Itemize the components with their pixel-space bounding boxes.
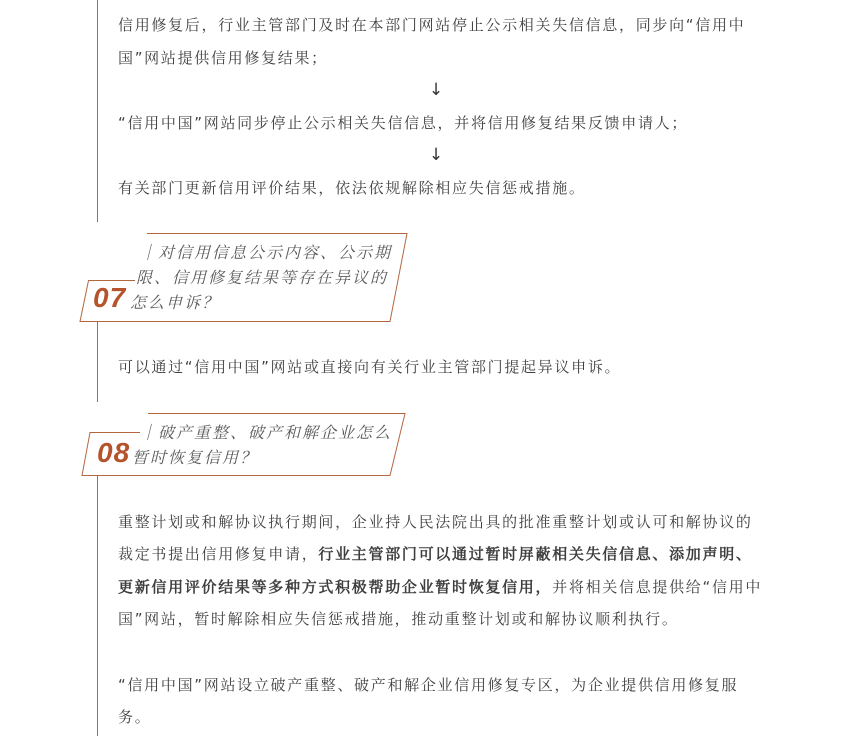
body-text-line: 有关部门更新信用评价结果，依法依规解除相应失信惩戒措施。 xyxy=(118,178,586,197)
question-title-line: 暂时恢复信用？ xyxy=(132,447,259,467)
question-number: 08 xyxy=(97,437,131,468)
question-08-answer-paragraph xyxy=(118,669,758,734)
down-arrow-icon: ↓ xyxy=(428,80,444,101)
emphasized-text-segment: 更新信用评价结果等多种方式积极帮助企业暂时恢复信用， xyxy=(118,577,553,596)
body-text-line xyxy=(118,538,758,571)
question-number: 07 xyxy=(93,282,127,313)
body-text-line: 国”网站提供信用修复结果； xyxy=(118,48,328,67)
body-text-line xyxy=(118,571,763,604)
question-08-answer-paragraph xyxy=(118,506,763,636)
question-title-line: 怎么申诉？ xyxy=(130,292,221,312)
body-text-line: 重整计划或和解协议执行期间，企业持人民法院出具的批准重整计划或认可和解协议的 xyxy=(118,512,753,531)
emphasized-text-segment: 行业主管部门可以通过暂时屏蔽相关失信信息、添加声明、 xyxy=(318,545,753,564)
body-text-line: “信用中国”网站设立破产重整、破产和解企业信用修复专区，为企业提供信用修复服 xyxy=(118,675,739,694)
body-text-line: 信用修复后，行业主管部门及时在本部门网站停止公示相关失信信息，同步向“信用中 xyxy=(118,16,746,34)
question-07-answer xyxy=(118,351,758,384)
body-text-line: 务。 xyxy=(118,708,152,727)
repair-process-steps xyxy=(118,9,758,205)
body-text-segment: 裁定书提出信用修复申请， xyxy=(118,545,319,564)
body-text-segment: 并将相关信息提供给“信用中 xyxy=(552,577,763,596)
down-arrow-icon: ↓ xyxy=(428,145,444,166)
question-title-line: 限、信用修复结果等存在异议的 xyxy=(136,267,389,287)
body-text-line: 可以通过“信用中国”网站或直接向有关行业主管部门提起异议申诉。 xyxy=(118,357,622,376)
question-title-line: ｜对信用信息公示内容、公示期 xyxy=(140,242,393,262)
body-text-line: 国”网站，暂时解除相应失信惩戒措施，推动重整计划或和解协议顺利执行。 xyxy=(118,610,679,629)
question-title-line: ｜破产重整、破产和解企业怎么 xyxy=(140,422,393,442)
body-text-line: “信用中国”网站同步停止公示相关失信信息，并将信用修复结果反馈申请人； xyxy=(118,113,689,132)
